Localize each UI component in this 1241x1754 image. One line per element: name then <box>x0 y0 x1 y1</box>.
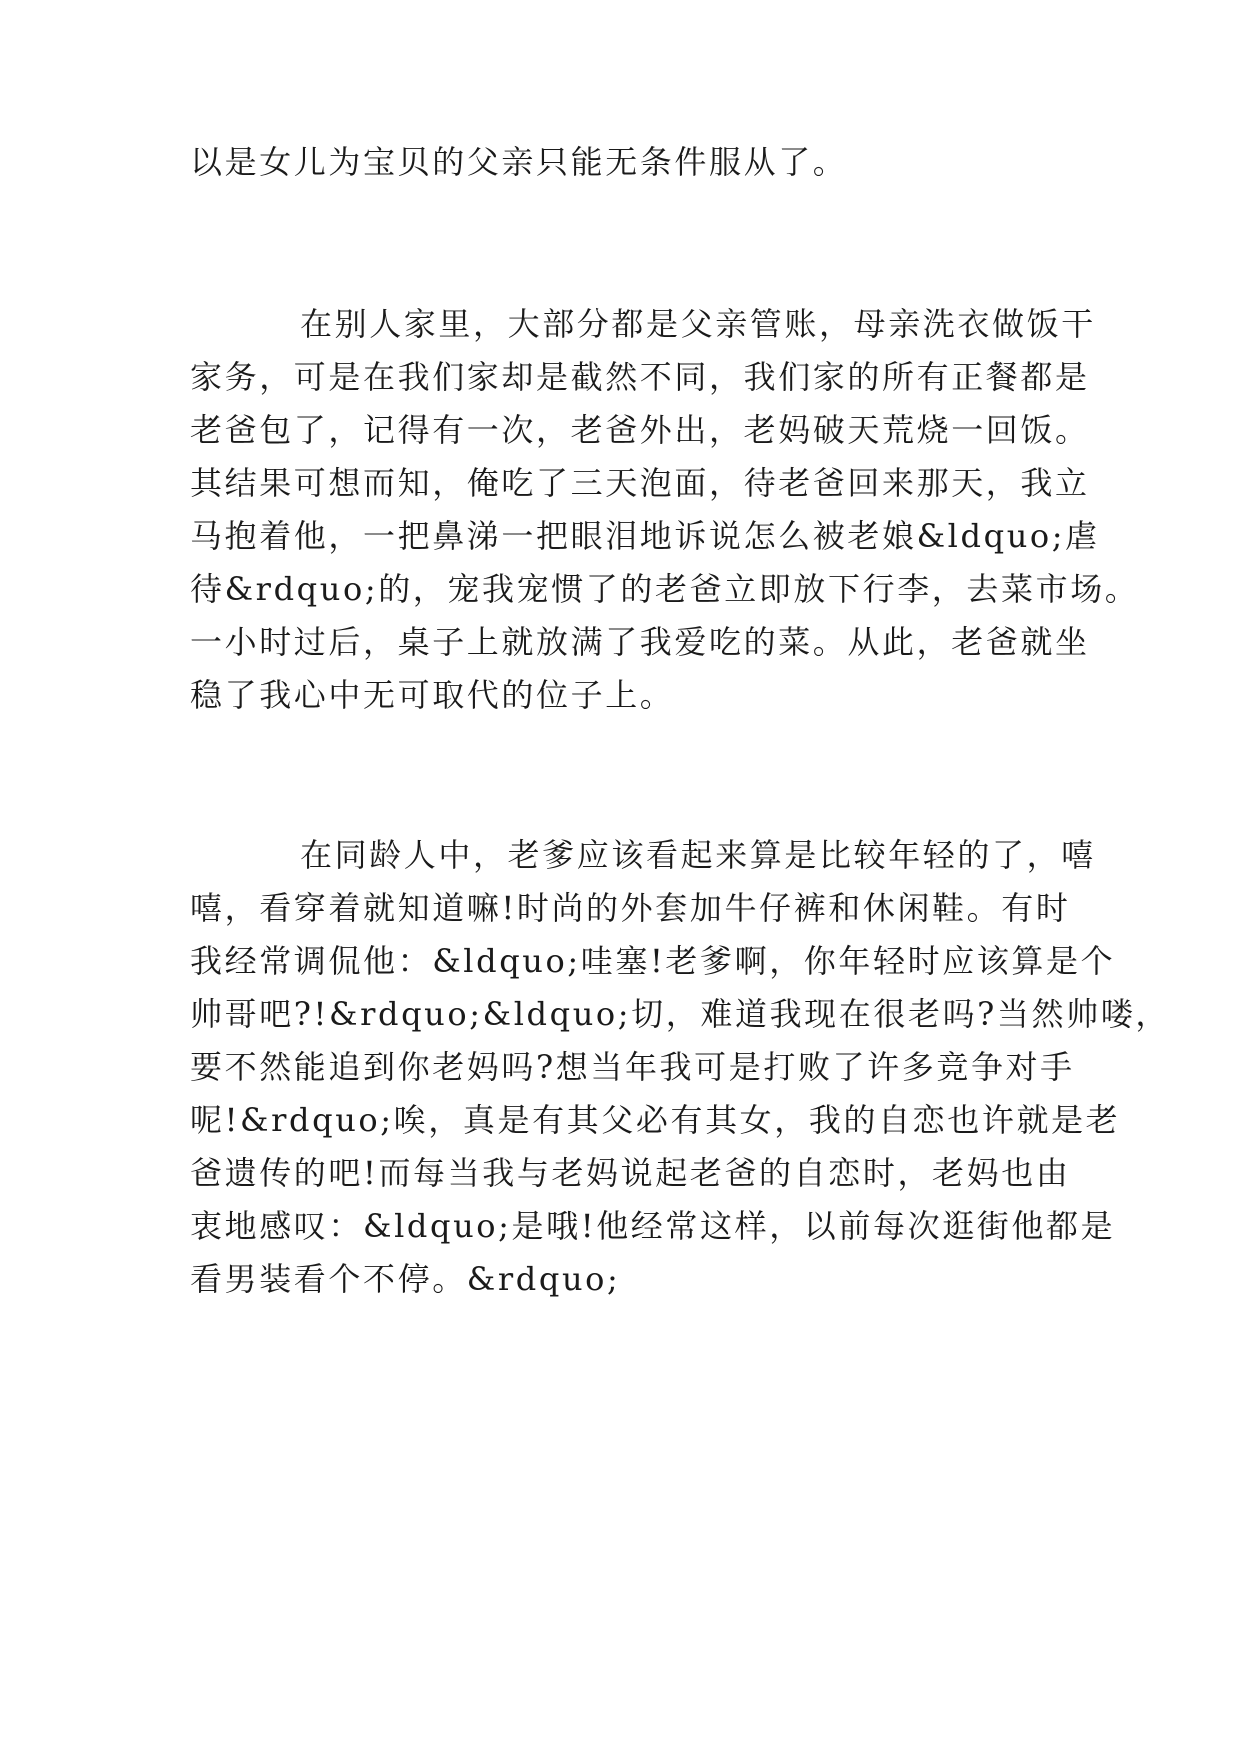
paragraph-3-line-8: 衷地感叹：&ldquo;是哦!他经常这样，以前每次逛街他都是 <box>190 1207 1116 1245</box>
paragraph-3-line-2: 嘻，看穿着就知道嘛!时尚的外套加牛仔裤和休闲鞋。有时 <box>190 889 1071 927</box>
paragraph-3-line-6: 呢!&rdquo;唉，真是有其父必有其女，我的自恋也许就是老 <box>190 1101 1121 1139</box>
paragraph-2-line-6: 待&rdquo;的，宠我宠惯了的老爸立即放下行李，去菜市场。 <box>190 570 1140 608</box>
paragraph-2-line-8: 稳了我心中无可取代的位子上。 <box>190 676 675 714</box>
paragraph-3-line-5: 要不然能追到你老妈吗?想当年我可是打败了许多竞争对手 <box>190 1048 1075 1086</box>
paragraph-3-line-4: 帅哥吧?!&rdquo;&ldquo;切，难道我现在很老吗?当然帅喽， <box>190 995 1170 1033</box>
paragraph-2-line-4: 其结果可想而知，俺吃了三天泡面，待老爸回来那天，我立 <box>190 464 1090 502</box>
paragraph-1-line-1: 以是女儿为宝贝的父亲只能无条件服从了。 <box>190 143 848 181</box>
paragraph-2-line-7: 一小时过后，桌子上就放满了我爱吃的菜。从此，老爸就坐 <box>190 623 1090 661</box>
paragraph-2-line-1: 在别人家里，大部分都是父亲管账，母亲洗衣做饭干 <box>300 305 1096 343</box>
paragraph-2-line-2: 家务，可是在我们家却是截然不同，我们家的所有正餐都是 <box>190 358 1090 396</box>
paragraph-2-line-5: 马抱着他，一把鼻涕一把眼泪地诉说怎么被老娘&ldquo;虐 <box>190 517 1100 555</box>
paragraph-3-line-9: 看男装看个不停。&rdquo; <box>190 1260 621 1298</box>
paragraph-3-line-7: 爸遗传的吧!而每当我与老妈说起老爸的自恋时，老妈也由 <box>190 1154 1071 1192</box>
paragraph-2-line-3: 老爸包了，记得有一次，老爸外出，老妈破天荒烧一回饭。 <box>190 411 1090 449</box>
paragraph-3-line-1: 在同龄人中，老爹应该看起来算是比较年轻的了，嘻 <box>300 836 1096 874</box>
paragraph-3-line-3: 我经常调侃他：&ldquo;哇塞!老爹啊，你年轻时应该算是个 <box>190 942 1116 980</box>
